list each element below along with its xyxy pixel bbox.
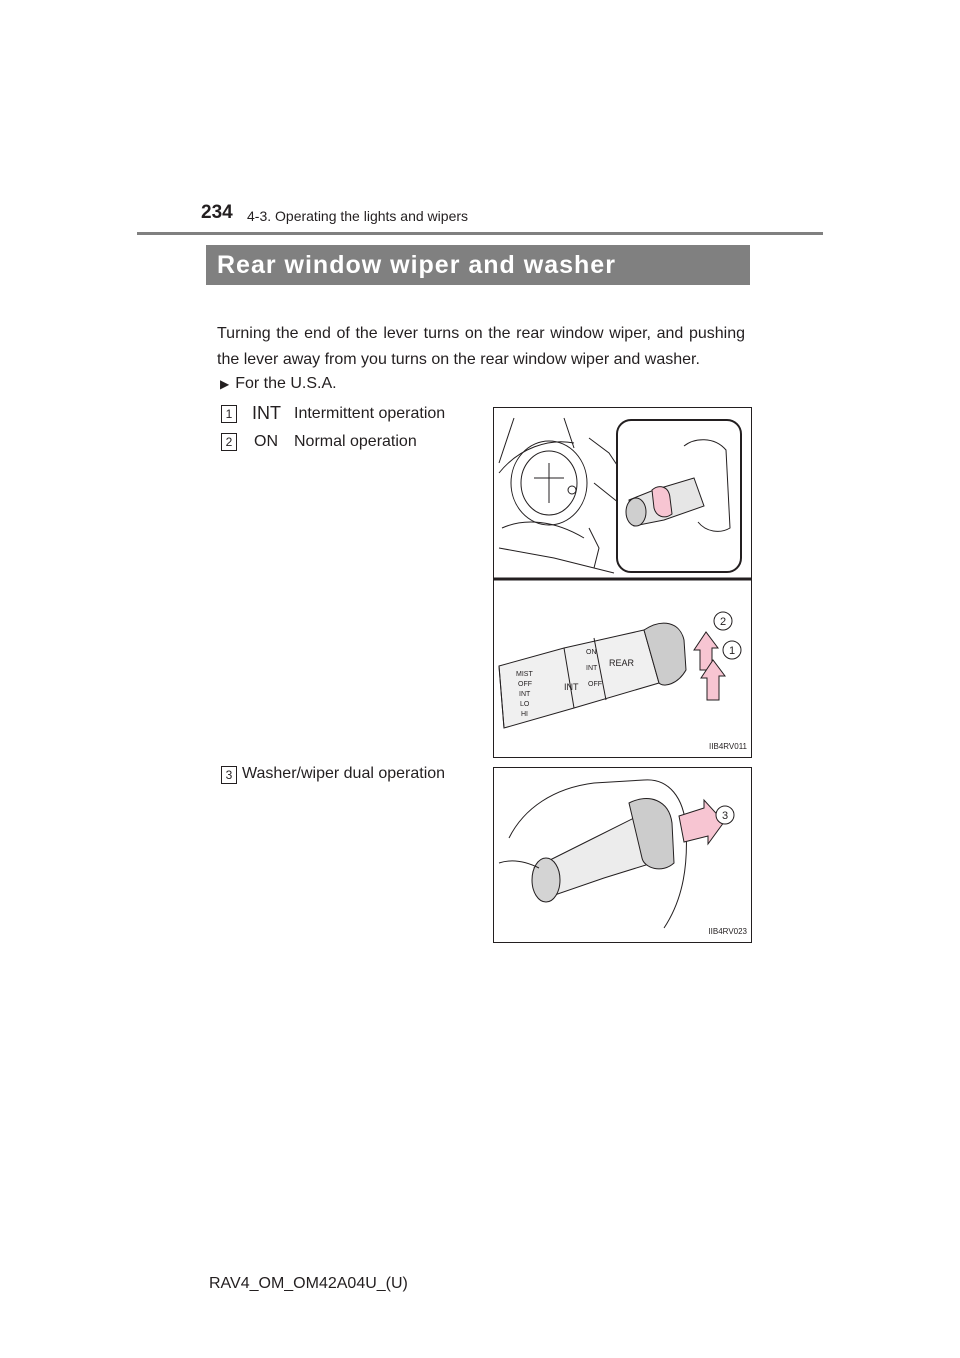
intro-paragraph: Turning the end of the lever turns on the rear window wiper, and pushing the lever away from you turns on the rear window wiper and washer. (217, 325, 745, 368)
figure-code-1: IIB4RV011 (709, 742, 747, 751)
washer-illustration (494, 768, 751, 942)
mist-label: MIST (516, 671, 533, 678)
figure-code-2: IIB4RV023 (708, 927, 747, 936)
section-title: 4-3. Operating the lights and wipers (247, 208, 469, 224)
item-number-2: 2 (221, 433, 237, 451)
callout-2: 2 (719, 616, 727, 628)
rear-label: REAR (609, 658, 635, 668)
hi-label: HI (521, 711, 528, 718)
page-title: Rear window wiper and washer (217, 251, 616, 279)
region-label: For the U.S.A. (235, 375, 337, 392)
item-number-1: 1 (221, 405, 237, 423)
arrow-3-icon (679, 800, 724, 844)
lever-illustration (494, 408, 751, 757)
region-bullet (220, 375, 337, 393)
int-label: INT (519, 691, 531, 698)
rear-int-label: INT (586, 665, 598, 672)
int-symbol: INT (252, 403, 281, 423)
item-number-3: 3 (221, 766, 237, 784)
header-rule (137, 232, 823, 235)
int-ring-label: INT (564, 682, 579, 692)
item-label-2: Normal operation (294, 433, 417, 450)
callout-3: 3 (721, 810, 729, 822)
lo-label: LO (520, 701, 530, 708)
on-symbol: ON (254, 433, 278, 450)
footer-doc-id: RAV4_OM_OM42A04U_(U) (209, 1275, 408, 1292)
item-label-3: Washer/wiper dual operation (242, 765, 446, 782)
item-label-1: Intermittent operation (294, 405, 446, 422)
title-banner (206, 245, 750, 285)
callout-1: 1 (728, 645, 736, 657)
rear-off-label: OFF (588, 681, 602, 688)
triangle-bullet-icon: ▶ (220, 377, 230, 391)
page-number: 234 (201, 202, 233, 223)
rear-on-label: ON (586, 649, 597, 656)
off-label: OFF (518, 681, 532, 688)
figure-rear-wiper-lever (493, 407, 752, 758)
figure-washer-lever (493, 767, 752, 943)
